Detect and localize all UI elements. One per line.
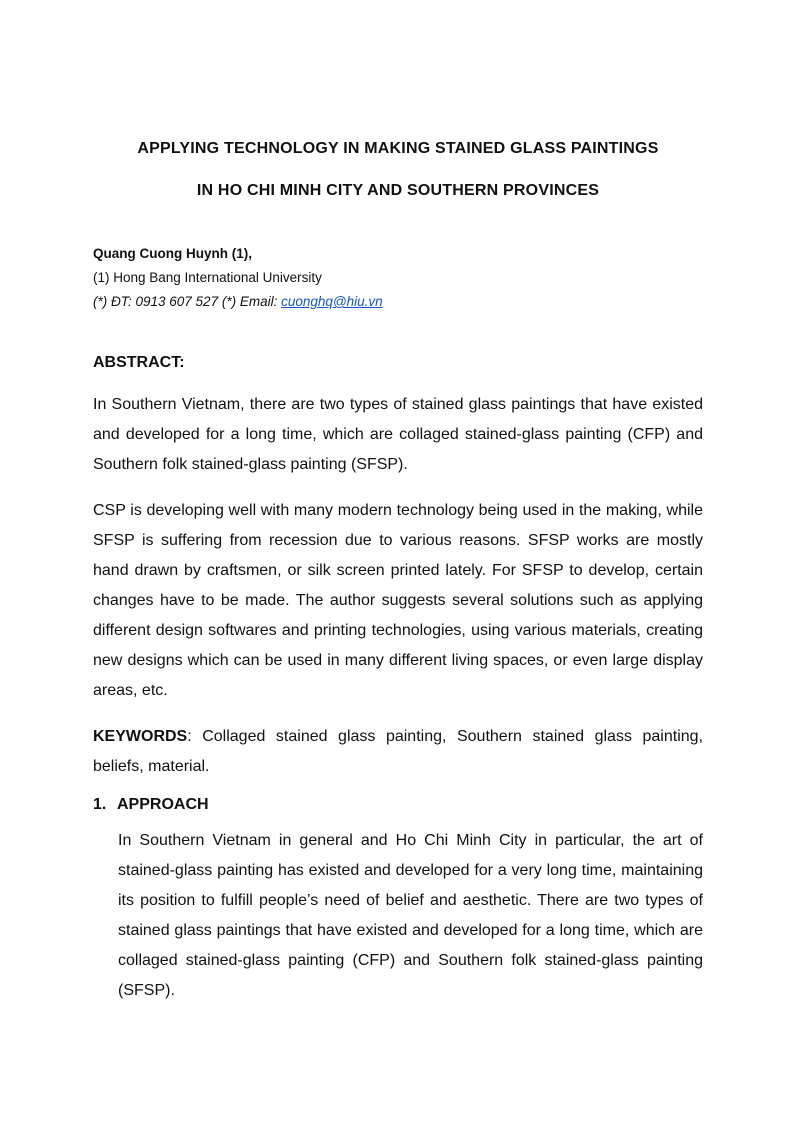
section-heading xyxy=(93,796,703,814)
author-contact xyxy=(93,290,703,314)
paper-title-line1: APPLYING TECHNOLOGY IN MAKING STAINED GLASS PAINTINGS xyxy=(137,140,659,157)
keywords-line xyxy=(93,722,703,782)
author-block xyxy=(93,242,703,314)
paper-title xyxy=(93,140,703,200)
email-link[interactable]: cuonghq@hiu.vn xyxy=(281,294,383,309)
section-approach xyxy=(93,796,703,1006)
section-title: APPROACH xyxy=(117,796,209,813)
abstract-paragraph-2: CSP is developing well with many modern technology being used in the making, while SFSP is suffering from recession due to various reasons. SFSP works are mostly hand drawn by craftsmen, or silk screen printed lately. For SFSP to develop, certain changes have to be made. The author suggests several solutions such as applying different design softwares and printing technologies, using various materials, creating new designs which can be used in many different living spaces, or even large display areas, etc. xyxy=(93,502,703,699)
author-affiliation: (1) Hong Bang International University xyxy=(93,270,322,285)
keywords-text: : Collaged stained glass painting, Southern stained glass painting, beliefs, material. xyxy=(93,728,703,775)
abstract-heading: ABSTRACT: xyxy=(93,354,185,371)
contact-phone-label: (*) ĐT: 0913 607 527 (*) Email: xyxy=(93,294,282,309)
section-number: 1. xyxy=(93,796,107,813)
author-name: Quang Cuong Huynh (1), xyxy=(93,246,252,261)
keywords-label: KEYWORDS xyxy=(93,728,188,745)
section-paragraph: In Southern Vietnam in general and Ho Chi Minh City in particular, the art of stained-glass painting has existed and developed for a very long time, maintaining its position to fulfill people’s need of belief and aesthetic. There are two types of stained glass paintings that have existed and developed for a long time, which are collaged stained-glass painting (CFP) and Southern folk stained-glass painting (SFSP). xyxy=(118,832,703,999)
abstract-paragraph-1: In Southern Vietnam, there are two types of stained glass paintings that have existed and developed for a long time, which are collaged stained-glass painting (CFP) and Southern folk stained-glass painting (SFSP). xyxy=(93,396,703,473)
paper-title-line2: IN HO CHI MINH CITY AND SOUTHERN PROVINCES xyxy=(196,182,600,199)
